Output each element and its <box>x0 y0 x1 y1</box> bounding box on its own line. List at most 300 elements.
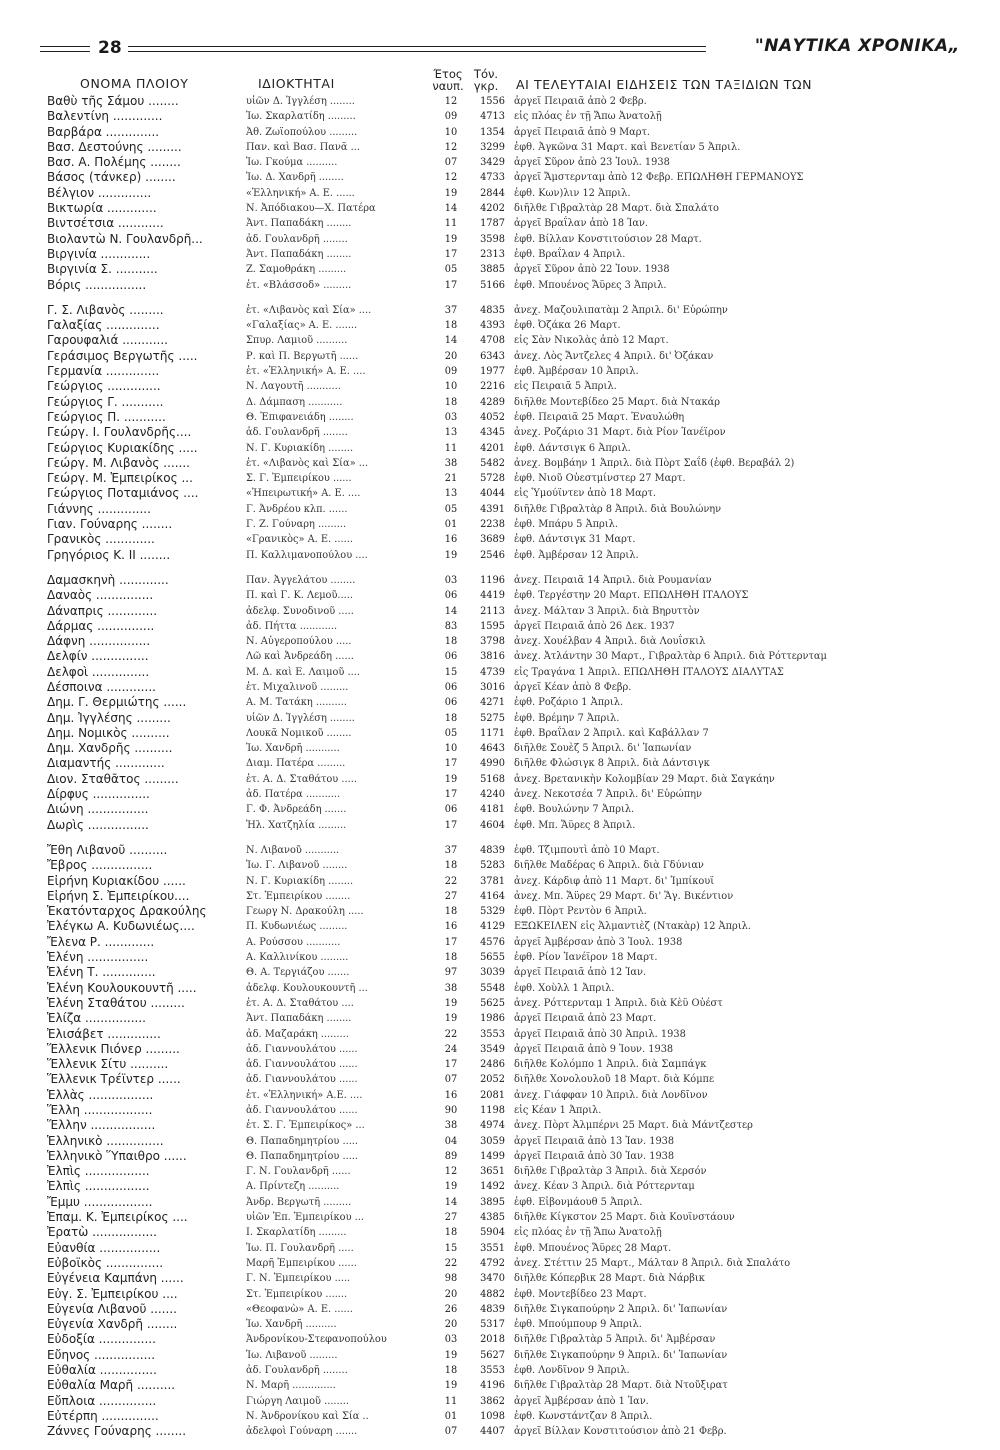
table-row <box>47 170 947 185</box>
ship-name: Εὐγ. Σ. Ἐμπειρίκου .... <box>47 1286 178 1301</box>
tonnage: 3553 <box>480 1028 505 1040</box>
ship-name: Δαμασκηνὴ ............. <box>47 572 169 587</box>
tonnage: 4974 <box>480 1120 505 1132</box>
build-year: 10 <box>444 743 458 755</box>
build-year: 20 <box>444 350 458 362</box>
build-year: 38 <box>444 457 458 469</box>
owner: Ν. Αὐγεροπούλου ..... <box>246 636 352 648</box>
table-row <box>47 996 947 1011</box>
tonnage: 4202 <box>480 203 505 215</box>
column-header-owner: ΙΔΙΟΚΤΗΤΑΙ <box>258 76 335 91</box>
owner: Λῶ καὶ Ἀνδρεάδη ...... <box>246 651 354 663</box>
table-row <box>47 1210 947 1225</box>
table-row <box>47 1409 947 1424</box>
owner: Σπυρ. Λαμιοῦ .......... <box>246 335 348 347</box>
build-year: 18 <box>444 906 458 918</box>
table-row <box>47 1302 947 1317</box>
voyage-news: εἰς Ὑμούϊντεν ἀπὸ 18 Μαρτ. <box>514 488 657 500</box>
owner: Θ. Α. Τεργιάζου ....... <box>246 967 350 979</box>
ship-name: Ἕλλη .................. <box>47 1103 153 1117</box>
tonnage: 5166 <box>480 279 505 291</box>
ship-name: Ἐπαμ. Κ. Ἐμπειρίκος .... <box>47 1210 188 1225</box>
owner: ἑτ. «Λιβανὸς καὶ Σία» .... <box>246 304 372 316</box>
build-year: 19 <box>444 1181 458 1193</box>
tonnage: 2018 <box>480 1334 505 1346</box>
table-row <box>47 379 947 394</box>
voyage-news: ἐφθ. Πὸρτ Ρεντὸν 6 Ἀπριλ. <box>514 906 647 918</box>
build-year: 05 <box>444 727 458 739</box>
owner: Ρ. καὶ Π. Βεργωτῆ ...... <box>246 350 359 362</box>
table-row <box>47 140 947 155</box>
table-row <box>47 772 947 787</box>
tonnage: 1556 <box>480 96 505 107</box>
ship-name: Βιολαντὼ Ν. Γουλανδρῆ... <box>47 231 203 246</box>
build-year: 38 <box>444 1120 458 1132</box>
owner: υἱῶν Δ. Ἰγγλέση ........ <box>246 712 355 724</box>
tonnage: 4643 <box>480 743 505 755</box>
owner: ἀδελφ. Κουλουκουντῆ ... <box>246 982 368 994</box>
voyage-news: ἐφθ. Ὀζάκα 26 Μαρτ. <box>514 320 621 332</box>
build-year: 09 <box>444 111 458 123</box>
ship-name: Ἔθη Λιβανοῦ .......... <box>47 842 168 857</box>
table-row <box>47 1287 947 1302</box>
voyage-news: ἀνεχ. Ροζάριο 31 Μαρτ. διὰ Ρίον Ἰανέϊρον <box>514 427 726 439</box>
tonnage: 3553 <box>480 1365 505 1377</box>
owner: Ἰω. Χανδρῆ ........... <box>246 743 340 755</box>
ship-name: Ἕλλενικ Τρέϊντερ ...... <box>47 1072 181 1087</box>
ship-name: Ἑλένη Τ. .............. <box>47 965 156 980</box>
voyage-news: εἰς Πειραιᾶ 5 Ἀπριλ. <box>514 381 617 393</box>
table-row <box>47 1179 947 1194</box>
table-row <box>47 395 947 410</box>
owner: ἑτ. Α. Δ. Σταθάτου ..... <box>246 773 357 785</box>
ship-name: Εὐανθία ................ <box>47 1240 161 1255</box>
owner: Σ. Γ. Ἐμπειρίκου ...... <box>246 473 352 485</box>
ship-name: Ἑλληνικὸ ............... <box>47 1133 164 1148</box>
ship-name: Εὐδοξία ............... <box>47 1332 156 1347</box>
table-row <box>47 1011 947 1026</box>
ship-name: Διαμαντής ............. <box>47 756 165 771</box>
owner: Ι. Σκαρλατίδη ......... <box>246 1227 347 1239</box>
build-year: 09 <box>444 366 458 378</box>
tonnage: 4835 <box>480 304 505 316</box>
tonnage: 3885 <box>480 264 505 276</box>
ship-name: Δημ. Νομικὸς .......... <box>47 725 170 740</box>
build-year: 17 <box>444 789 458 801</box>
build-year: 05 <box>444 264 458 276</box>
table-row <box>47 1118 947 1133</box>
tonnage: 3429 <box>480 157 505 169</box>
table-row <box>47 247 947 262</box>
ship-name: Ἔμμυ .................. <box>47 1194 153 1209</box>
tonnage: 5329 <box>480 906 505 918</box>
tonnage: 2238 <box>480 519 505 531</box>
table-row <box>47 604 947 619</box>
tonnage: 5168 <box>480 773 505 785</box>
voyage-news: εἰς πλόας ἐν τῇ Ἄπω Ἀνατολῇ <box>514 111 662 123</box>
tonnage: 1986 <box>480 1013 505 1025</box>
column-header-tons-line2: γκρ. <box>473 79 499 93</box>
build-year: 06 <box>444 804 458 816</box>
voyage-news: ἀνεχ. Πὸρτ Ἀλμπέρνι 25 Μαρτ. διὰ Μάντζεστερ <box>514 1120 753 1132</box>
ship-name: Ἐλέγκω Α. Κυδωνιέως.... <box>47 919 195 934</box>
build-year: 12 <box>444 141 458 153</box>
ship-name: Γεώργ. Μ. Λιβανὸς ....... <box>47 455 190 470</box>
table-row <box>47 548 947 563</box>
tonnage: 5625 <box>480 997 505 1009</box>
ship-name: Δελφοὶ ............... <box>47 664 150 679</box>
build-year: 18 <box>444 396 458 408</box>
tonnage: 4990 <box>480 758 505 770</box>
tonnage: 4181 <box>480 804 505 816</box>
ship-name: Γεώργ. Ι. Γουλανδρῆς.... <box>47 425 192 440</box>
owner: Ἰω. Χανδρῆ .......... <box>246 1319 337 1331</box>
column-header-tons <box>468 68 504 92</box>
voyage-news: ἐφθ. Εἰβονμάουθ 5 Ἀπριλ. <box>514 1196 643 1208</box>
tonnage: 5655 <box>480 952 505 964</box>
table-row <box>47 1103 947 1118</box>
tonnage: 5548 <box>480 982 505 994</box>
build-year: 18 <box>444 1365 458 1377</box>
table-row <box>47 950 947 965</box>
table-row <box>47 201 947 216</box>
tonnage: 4345 <box>480 427 505 439</box>
build-year: 15 <box>444 666 458 678</box>
ship-name: Δαναὸς ............... <box>47 588 154 603</box>
tonnage: 4839 <box>480 1303 505 1315</box>
table-row <box>47 1348 947 1363</box>
build-year: 12 <box>444 172 458 184</box>
ship-name: Ἑλένη Σταθάτου ......... <box>47 995 185 1010</box>
owner: «Θεοφανὼ» Α. Ε. ...... <box>246 1303 353 1315</box>
voyage-news: ἀνεχ. Γιάφφαν 10 Ἀπριλ. διὰ Λονδῖνον <box>514 1089 708 1101</box>
ship-name: Βάσος (τάνκερ) ........ <box>47 170 176 185</box>
tonnage: 1499 <box>480 1150 505 1162</box>
tonnage: 5317 <box>480 1319 505 1331</box>
voyage-news: ἀνεχ. Ρόττερνταμ 1 Ἀπριλ. διὰ Κὲϋ Οὐέστ <box>514 997 723 1009</box>
table-row <box>47 486 947 501</box>
owner: Π. καὶ Γ. Κ. Λεμοῦ..... <box>246 590 353 602</box>
page-header <box>40 34 960 60</box>
voyage-news: ἀνεχ. Λὸς Ἄντζελες 4 Ἀπριλ. δι' Ὀζάκαν <box>514 350 714 362</box>
table-row <box>47 471 947 486</box>
table-row <box>47 726 947 741</box>
ship-name: Δέσποινα ............. <box>47 679 156 694</box>
voyage-news: διῆλθε Φλώσιγκ 8 Ἀπριλ. διὰ Δάντσιγκ <box>514 758 710 770</box>
tonnage: 3862 <box>480 1395 505 1407</box>
table-row <box>47 1195 947 1210</box>
ship-name: Γρανικὸς ............. <box>47 532 155 547</box>
table-row <box>47 1256 947 1271</box>
table-row <box>47 695 947 710</box>
table-row <box>47 364 947 379</box>
table-row <box>47 802 947 817</box>
voyage-news: εἰς Σὰν Νικολὰς ἀπὸ 12 Μαρτ. <box>514 335 669 347</box>
table-row <box>47 1088 947 1103</box>
table-row <box>47 756 947 771</box>
tonnage: 4708 <box>480 335 505 347</box>
owner: «Ἑλληνική» Α. Ε. ...... <box>246 187 355 199</box>
table-row <box>47 262 947 277</box>
ship-name: Γεώργιος Γ. ........... <box>47 394 164 409</box>
voyage-news: ἐφθ. Μπουένος Ἄϋρες 3 Ἀπριλ. <box>514 279 667 291</box>
owner: Θ. Παπαδημητρίου ..... <box>246 1135 359 1147</box>
tonnage: 3470 <box>480 1273 505 1285</box>
table-row <box>47 1027 947 1042</box>
owner: ἑτ. «Ἑλληνική» Α. Ε. .... <box>246 366 366 378</box>
build-year: 04 <box>444 1135 458 1147</box>
tonnage: 4407 <box>480 1426 505 1438</box>
build-year: 12 <box>444 1166 458 1178</box>
owner: Γιώργη Λαιμοῦ ........ <box>246 1395 350 1407</box>
voyage-news: ἐφθ. Μπούμπουρ 9 Ἀπριλ. <box>514 1319 642 1331</box>
table-row <box>47 1225 947 1240</box>
build-year: 19 <box>444 233 458 245</box>
table-row <box>47 1424 947 1439</box>
ship-name: Δάρμας ............... <box>47 618 155 633</box>
table-row <box>47 588 947 603</box>
table-row <box>47 1042 947 1057</box>
voyage-news: ἀνεχ. Στέττιν 25 Μαρτ., Μάλταν 8 Ἀπριλ. διὰ Σπαλάτο <box>514 1257 791 1269</box>
tonnage: 4164 <box>480 890 505 902</box>
voyage-news: ἀνεχ. Πειραιᾶ 14 Ἀπριλ. διὰ Ρουμανίαν <box>514 574 712 586</box>
ship-name: Γιαν. Γούναρης ........ <box>47 517 173 532</box>
owner: Α. Καλλινίκου ......... <box>246 952 349 964</box>
tonnage: 3895 <box>480 1196 505 1208</box>
table-row <box>47 349 947 364</box>
owner: Γ. Ζ. Γούναρη ......... <box>246 519 347 531</box>
voyage-news: ἐφθ. Μπάρυ 5 Ἀπριλ. <box>514 519 618 531</box>
ship-name: Βιντσέτσια ............ <box>47 216 164 231</box>
table-row <box>47 711 947 726</box>
tonnage: 1492 <box>480 1181 505 1193</box>
owner: Α. Ρούσσου ........... <box>246 936 341 948</box>
table-row <box>47 303 947 318</box>
owner: Ἀντ. Παπαδάκη ........ <box>246 218 352 230</box>
tonnage: 3039 <box>480 967 505 979</box>
owner: Ν. Λιβανοῦ ........... <box>246 844 340 856</box>
column-header-ship: ΟΝΟΜΑ ΠΛΟΙΟΥ <box>80 76 189 91</box>
table-row <box>47 1134 947 1149</box>
voyage-news: ἐφθ. Κωνστάντζαν 8 Ἀπριλ. <box>514 1410 653 1422</box>
ship-name: Δωρὶς ................ <box>47 817 149 832</box>
table-row <box>47 1271 947 1286</box>
owner: «Γρανικὸς» Α. Ε. ...... <box>246 534 353 546</box>
voyage-news: ἀργεῖ Πειραιᾶ ἀπὸ 9 Ἰουν. 1938 <box>514 1043 674 1055</box>
voyage-news: ἀνεχ. Χουέλβαν 4 Ἀπριλ. διὰ Λουΐσκιλ <box>514 636 706 648</box>
ship-name: Βιργινία Σ. ........... <box>47 262 158 277</box>
tonnage: 4052 <box>480 411 505 423</box>
tonnage: 4201 <box>480 442 505 454</box>
table-row <box>47 787 947 802</box>
ship-name: Δημ. Χανδρῆς .......... <box>47 741 173 756</box>
voyage-news: ἀργεῖ Ἄμστερνταμ ἀπὸ 12 Φεβρ. ΕΠΩΛΗΘΗ ΓΕΡΜΑΝΟΥΣ <box>514 172 804 184</box>
owner: Α. Μ. Τατάκη .......... <box>246 697 347 709</box>
voyage-news: διῆλθε Γιβραλτὰρ 28 Μαρτ. διὰ Ντοῦξιρατ <box>514 1380 728 1392</box>
owner: Π. Καλλιμανοπούλου .... <box>246 549 368 561</box>
voyage-news: ἐφθ. Τζιμπουτὶ ἀπὸ 10 Μαρτ. <box>514 844 660 856</box>
build-year: 06 <box>444 590 458 602</box>
voyage-news: ΕΞΩΚΕΙΛΕΝ εἰς Ἀλμαντιὲζ (Ντακὰρ) 12 Ἀπριλ. <box>514 921 751 933</box>
build-year: 18 <box>444 636 458 648</box>
build-year: 19 <box>444 1380 458 1392</box>
ship-name: Βόρις ................ <box>47 277 147 292</box>
build-year: 14 <box>444 203 458 215</box>
ship-name: Βέλγιον .............. <box>47 185 152 200</box>
ship-name: Εὐβοϊκὸς ............... <box>47 1255 164 1270</box>
ship-name: Εἰρήνη Κυριακίδου ...... <box>47 873 186 888</box>
tonnage: 1787 <box>480 218 505 230</box>
table-row <box>47 818 947 833</box>
voyage-news: ἀργεῖ Ἀμβέρσαν ἀπὸ 1 Ἰαν. <box>514 1395 649 1407</box>
voyage-news: διῆλθε Μαδέρας 6 Ἀπριλ. διὰ Γδύνιαν <box>514 860 704 872</box>
owner: Γεωργ Ν. Δρακούλη ..... <box>246 906 364 918</box>
voyage-news: ἐφθ. Πειραιᾶ 25 Μαρτ. Ἐναυλώθη <box>514 411 685 423</box>
build-year: 11 <box>444 442 458 454</box>
table-row <box>47 318 947 333</box>
build-year: 37 <box>444 844 458 856</box>
column-header-year <box>430 68 466 92</box>
build-year: 01 <box>444 519 458 531</box>
ship-name: Γαλαξίας .............. <box>47 318 160 333</box>
build-year: 20 <box>444 1288 458 1300</box>
build-year: 03 <box>444 574 458 586</box>
ship-name: Γεώργιος Κυριακίδης ..... <box>47 440 198 455</box>
voyage-news: ἐφθ. Βραΐλαν 4 Ἀπριλ. <box>514 248 626 260</box>
build-year: 07 <box>444 157 458 169</box>
owner: Θ. Παπαδημητρίου ..... <box>246 1150 359 1162</box>
build-year: 17 <box>444 248 458 260</box>
owner: ἑτ. Σ. Γ. Ἐμπειρίκος» ... <box>246 1120 365 1132</box>
table-row <box>47 1378 947 1393</box>
table-row <box>47 680 947 695</box>
voyage-news: διῆλθε Γιβραλτὰρ 5 Ἀπριλ. δι' Ἀμβέρσαν <box>514 1334 716 1346</box>
ship-name: Ἑλίζα ................ <box>47 1011 146 1026</box>
owner: ἀδελφ. Συνοδινοῦ ..... <box>246 605 354 617</box>
voyage-news: ἐφθ. Νιοῦ Οὐεστμίνστερ 27 Μαρτ. <box>514 473 686 485</box>
tonnage: 4385 <box>480 1212 505 1224</box>
voyage-news: ἀνεχ. Νεκοτσέα 7 Ἀπριλ. δι' Εὐρώπην <box>514 789 702 801</box>
ship-name: Βασ. Δεστούνης ......... <box>47 139 182 154</box>
owner: ἀδ. Πήττα ............ <box>246 620 338 632</box>
voyage-news: ἐφθ. Κων)λιν 12 Ἀπριλ. <box>514 187 631 199</box>
header-rule-left <box>40 46 90 52</box>
tonnage: 3689 <box>480 534 505 546</box>
ship-name: Ἑλένη Κουλουκουντῆ ..... <box>47 980 197 995</box>
letter-group <box>47 94 947 293</box>
build-year: 17 <box>444 819 458 831</box>
voyage-news: ἀργεῖ Σῦρον ἀπὸ 22 Ἰουν. 1938 <box>514 264 670 276</box>
voyage-news: διῆλθε Κολόμπο 1 Ἀπριλ. διὰ Σαμπάγκ <box>514 1059 707 1071</box>
ship-name: Εὔπλοια ............... <box>47 1393 157 1408</box>
ship-name: Γεώργιος Π. ........... <box>47 409 166 424</box>
build-year: 38 <box>444 982 458 994</box>
tonnage: 4576 <box>480 936 505 948</box>
column-header-year-line1: Έτος <box>433 67 463 81</box>
table-row <box>47 634 947 649</box>
build-year: 15 <box>444 1242 458 1254</box>
build-year: 01 <box>444 1410 458 1422</box>
ship-name: Εἰρήνη Σ. Ἐμπειρίκου.... <box>47 888 190 903</box>
table-row <box>47 216 947 231</box>
build-year: 06 <box>444 681 458 693</box>
build-year: 13 <box>444 427 458 439</box>
table-row <box>47 874 947 889</box>
owner: Λουκᾶ Νομικοῦ ........ <box>246 727 352 739</box>
ship-name: Γερμανία .............. <box>47 364 160 379</box>
ship-name: Εὐγενία Χανδρῆ ........ <box>47 1317 178 1332</box>
ship-name: Διον. Σταθᾶτος ......... <box>47 771 179 786</box>
tonnage: 4044 <box>480 488 505 500</box>
build-year: 03 <box>444 1334 458 1346</box>
build-year: 18 <box>444 1227 458 1239</box>
owner: Γ. Φ. Ἀνδρεάδη ....... <box>246 804 347 816</box>
letter-group <box>47 303 947 563</box>
voyage-news: ἀνεχ. Μάλταν 3 Ἀπριλ. διὰ Βηρυττὸν <box>514 605 700 617</box>
build-year: 19 <box>444 549 458 561</box>
owner: Ἀντ. Παπαδάκη ........ <box>246 248 352 260</box>
ship-name: Εὐτέρπη ............... <box>47 1408 159 1423</box>
voyage-news: διῆλθε Γιβραλτὰρ 28 Μαρτ. διὰ Σπαλάτο <box>514 203 719 215</box>
tonnage: 1196 <box>480 574 505 586</box>
build-year: 17 <box>444 279 458 291</box>
voyage-news: διῆλθε Γιβραλτὰρ 8 Ἀπριλ. διὰ Βουλώνην <box>514 503 722 515</box>
ship-name: Διώνη ................ <box>47 802 149 817</box>
voyage-news: ἐφθ. Δάντσιγκ 6 Ἀπριλ. <box>514 442 631 454</box>
tonnage: 4713 <box>480 111 505 123</box>
table-row <box>47 1394 947 1409</box>
build-year: 18 <box>444 860 458 872</box>
table-row <box>47 1149 947 1164</box>
owner: ἀδ. Γουλανδρῆ ........ <box>246 1365 348 1377</box>
tonnage: 5482 <box>480 457 505 469</box>
tonnage: 4129 <box>480 921 505 933</box>
tonnage: 4289 <box>480 396 505 408</box>
build-year: 14 <box>444 1196 458 1208</box>
voyage-news: διῆλθε Σουὲζ 5 Ἀπριλ. δι' Ἰαπωνίαν <box>514 743 692 755</box>
build-year: 10 <box>444 126 458 138</box>
owner: Στ. Ἐμπειρίκου ....... <box>246 1288 348 1300</box>
owner: ἀδελφοὶ Γούναρη ....... <box>246 1426 358 1438</box>
tonnage: 3551 <box>480 1242 505 1254</box>
tonnage: 3549 <box>480 1043 505 1055</box>
tonnage: 4739 <box>480 666 505 678</box>
table-row <box>47 1164 947 1179</box>
ship-name: Δελφίν ............... <box>47 649 149 664</box>
tonnage: 1171 <box>480 727 505 739</box>
ship-name: Ἐλισάβετ .............. <box>47 1026 161 1041</box>
owner: Ν. Μαρῆ .............. <box>246 1380 336 1392</box>
voyage-news: ἐφθ. Ἀμβέρσαν 10 Ἀπριλ. <box>514 366 639 378</box>
owner: Ν. Ἀνδρονίκου καὶ Σία .. <box>246 1410 369 1422</box>
owner: Π. Κυδωνιέως ......... <box>246 921 348 933</box>
tonnage: 5283 <box>480 860 505 872</box>
voyage-news: ἀνεχ. Βομβάην 1 Ἀπριλ. διὰ Πὸρτ Σαΐδ (ἐφθ. Βεραβάλ 2) <box>514 457 795 469</box>
table-row <box>47 278 947 293</box>
table-row <box>47 1332 947 1347</box>
tonnage: 3016 <box>480 681 505 693</box>
ship-name: Εὐθαλία Μαρῆ .......... <box>47 1378 176 1393</box>
owner: Μ. Δ. καὶ Ε. Λαιμοῦ .... <box>246 666 360 678</box>
letter-group <box>47 573 947 833</box>
build-year: 24 <box>444 1043 458 1055</box>
table-row <box>47 965 947 980</box>
ship-register <box>47 94 947 1450</box>
ship-name: Ἕλλην ................. <box>47 1118 156 1133</box>
table-row <box>47 919 947 934</box>
ship-name: Εὐθαλία ............... <box>47 1363 157 1378</box>
tonnage: 5728 <box>480 473 505 485</box>
